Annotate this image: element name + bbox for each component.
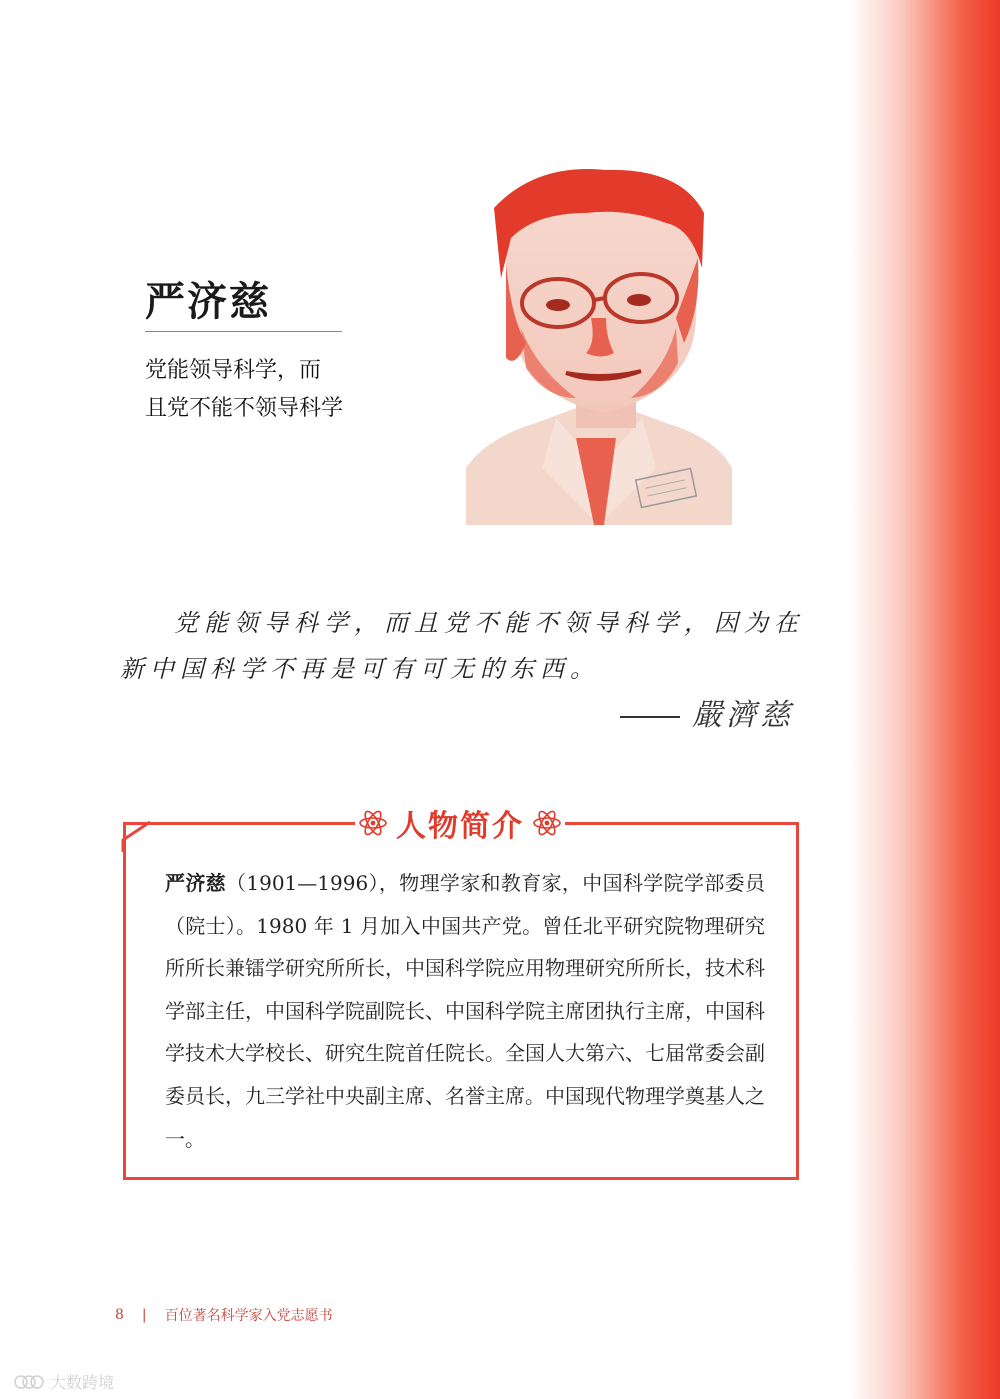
right-edge-gradient [850,0,1000,1399]
page-number: 8 [115,1307,124,1323]
watermark-logo-icon [14,1374,44,1390]
watermark-text: 大数跨境 [50,1373,115,1392]
tagline-line-1: 党能领导科学，而 [145,358,322,383]
atom-icon [358,808,388,838]
tagline [145,352,365,428]
book-title: 百位著名科学家入党志愿书 [164,1308,333,1324]
bio-heading-text: 人物简介 [396,809,524,844]
bio-text [165,862,765,1160]
watermark [14,1370,114,1393]
footer-separator: | [141,1307,147,1323]
attribution-dash [620,716,680,718]
bio-name: 严济慈 [165,871,227,895]
bio-box-corner-notch [118,818,156,854]
page-title: 严济慈 [145,278,271,325]
quote-attribution [620,690,794,734]
tagline-line-2: 且党不能不领导科学 [145,396,344,421]
page-footer [115,1305,333,1325]
bio-heading [355,800,565,846]
portrait-photo [466,168,732,525]
quote-block [120,600,810,692]
signature: 嚴濟慈 [692,698,794,733]
bio-body: （1901—1996），物理学家和教育家，中国科学院学部委员（院士）。1980 年 1 月加入中国共产党。曾任北平研究院物理研究所所长兼镭学研究所所长，中国科学院应用物理研究所所长，技术科学部主任，中国科学院副院长、中国科学院主席团执行主席，中国科学技术大学校长、研究生院首任院长。全国人大第六、七届常委会副委员长，九三学社中央副主席、名誉主席。中国现代物理学奠基人之一。 [165,871,766,1151]
atom-icon [532,808,562,838]
quote-text: 党能领导科学，而且党不能不领导科学，因为在新中国科学不再是可有可无的东西。 [120,609,804,683]
title-divider [145,331,342,332]
